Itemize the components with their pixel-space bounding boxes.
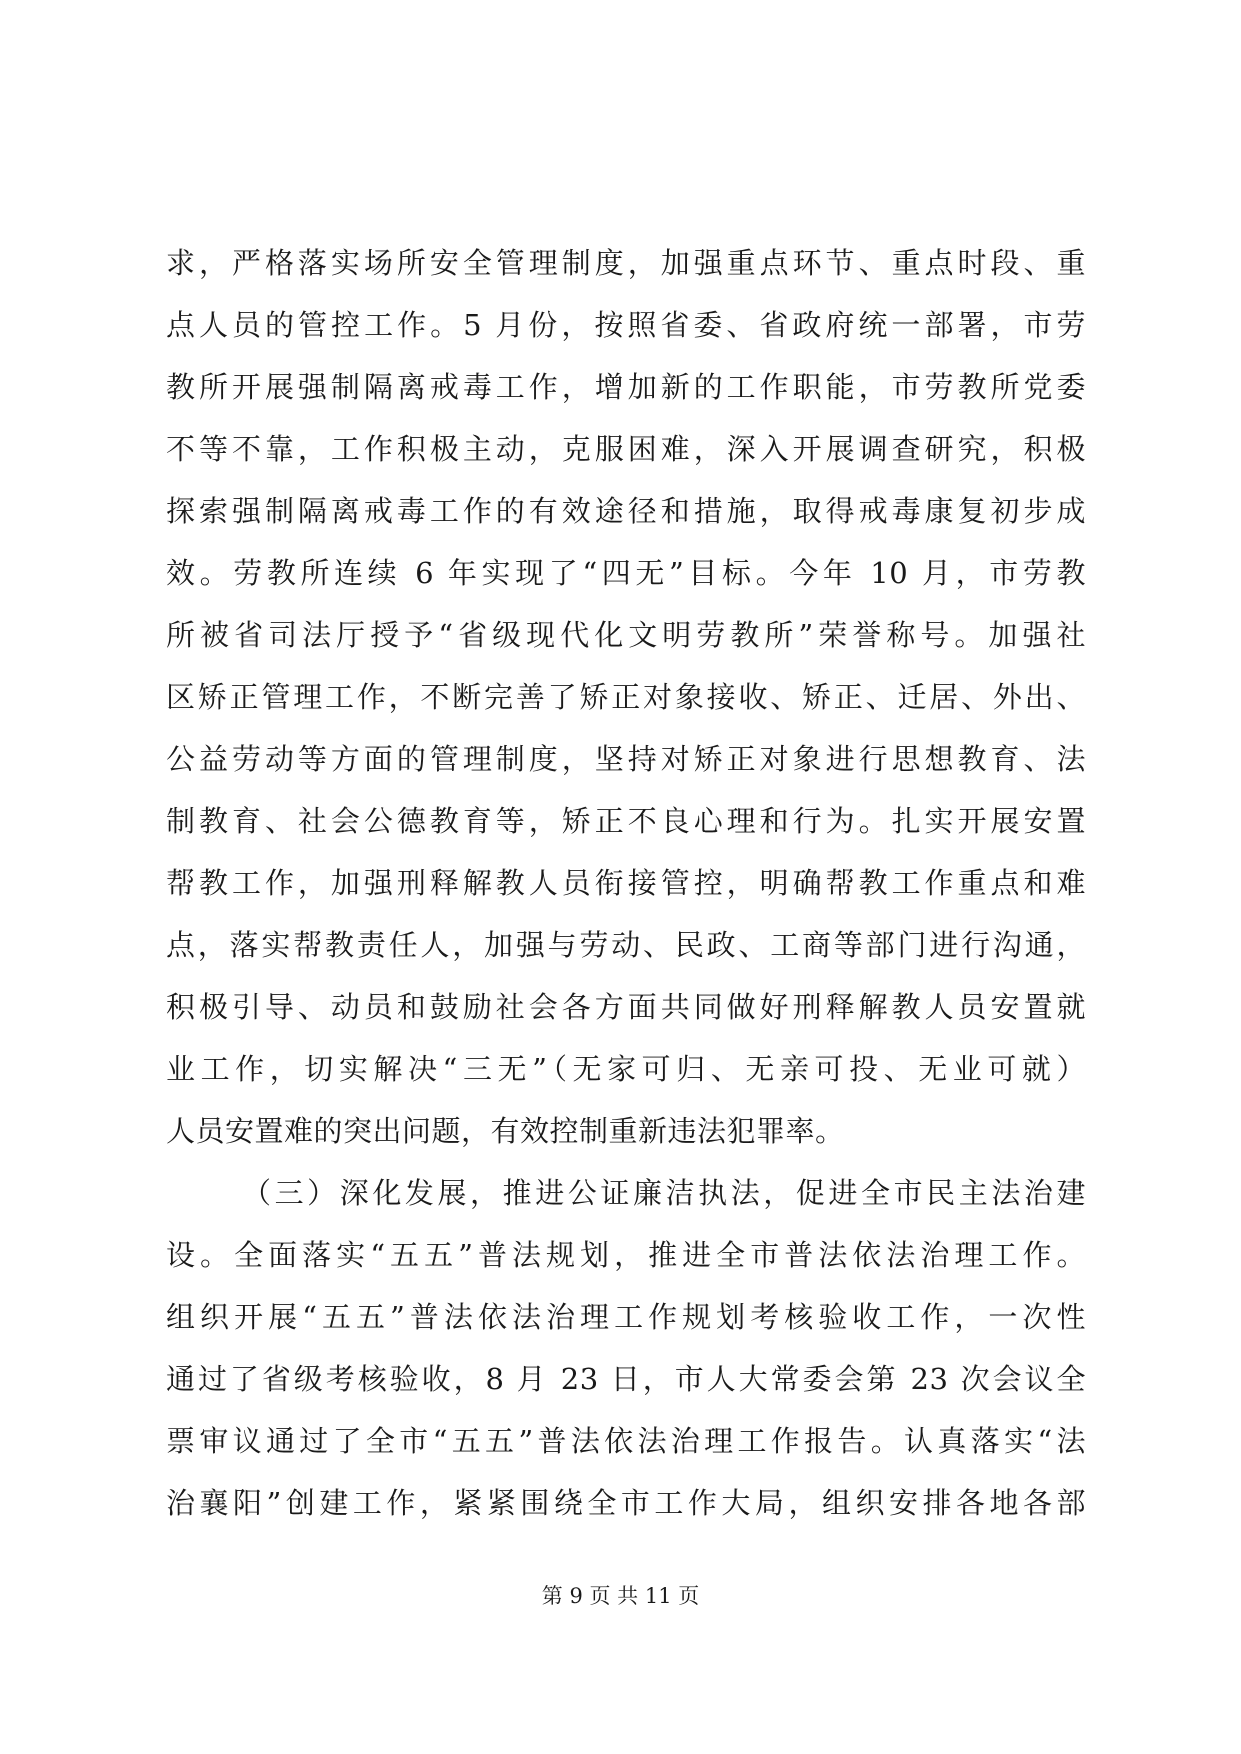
body-text — [166, 232, 1086, 1534]
text-line: 治襄阳”创建工作，紧紧围绕全市工作大局，组织安排各地各部 — [166, 1486, 1086, 1520]
text-line: 求，严格落实场所安全管理制度，加强重点环节、重点时段、重 — [166, 246, 1086, 280]
text-line: 效。劳教所连续 6 年实现了“四无”目标。今年 10 月，市劳教 — [166, 556, 1086, 590]
text-line: 业工作，切实解决“三无”（无家可归、无亲可投、无业可就） — [166, 1052, 1086, 1086]
text-line: 票审议通过了全市“五五”普法依法治理工作报告。认真落实“法 — [166, 1424, 1086, 1458]
text-line: 制教育、社会公德教育等，矫正不良心理和行为。扎实开展安置 — [166, 804, 1086, 838]
text-line: 公益劳动等方面的管理制度，坚持对矫正对象进行思想教育、法 — [166, 742, 1086, 776]
text-line: 设。全面落实“五五”普法规划，推进全市普法依法治理工作。 — [166, 1238, 1086, 1272]
text-line: 点，落实帮教责任人，加强与劳动、民政、工商等部门进行沟通， — [166, 928, 1086, 962]
text-line: 所被省司法厅授予“省级现代化文明劳教所”荣誉称号。加强社 — [166, 618, 1086, 652]
text-line: 不等不靠，工作积极主动，克服困难，深入开展调查研究，积极 — [166, 432, 1086, 466]
text-line: 组织开展“五五”普法依法治理工作规划考核验收工作，一次性 — [166, 1300, 1086, 1334]
page-footer: 第 9 页 共 11 页 — [541, 1584, 700, 1608]
text-line: 帮教工作，加强刑释解教人员衔接管控，明确帮教工作重点和难 — [166, 866, 1086, 900]
paragraph-end-line: 人员安置难的突出问题，有效控制重新违法犯罪率。 — [166, 1114, 845, 1148]
text-line: 通过了省级考核验收，8 月 23 日，市人大常委会第 23 次会议全 — [166, 1362, 1086, 1396]
text-line: 区矫正管理工作，不断完善了矫正对象接收、矫正、迁居、外出、 — [166, 680, 1086, 714]
text-line: 点人员的管控工作。5 月份，按照省委、省政府统一部署，市劳 — [166, 308, 1086, 342]
section-heading-line: （三）深化发展，推进公证廉洁执法，促进全市民主法治建 — [242, 1176, 1086, 1210]
text-line: 积极引导、动员和鼓励社会各方面共同做好刑释解教人员安置就 — [166, 990, 1086, 1024]
text-line: 探索强制隔离戒毒工作的有效途径和措施，取得戒毒康复初步成 — [166, 494, 1086, 528]
text-line: 教所开展强制隔离戒毒工作，增加新的工作职能，市劳教所党委 — [166, 370, 1086, 404]
